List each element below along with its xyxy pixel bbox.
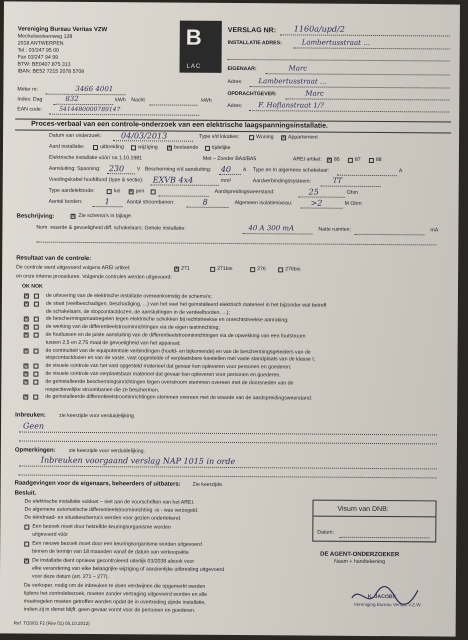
index-nacht-label: Nacht xyxy=(131,97,145,104)
visum-divider xyxy=(313,516,435,518)
opmerkingen-label: Opmerkingen: xyxy=(14,447,56,454)
inbreuken-hint: zie keerzijde voor verduidelijking. xyxy=(59,412,136,420)
checklist-item: de geïnstalleerde beschermingsinrichtingen tegen overstroom stemmen overeen met de doorsneden van de xyxy=(45,378,294,387)
besluit-lines xyxy=(4,1,460,4)
type-aard-other-line xyxy=(159,195,209,196)
besluit-ref: Ref. TD5/01 F2 (Rev 01) 05.10.2012) xyxy=(13,620,90,627)
nok-checkbox[interactable] xyxy=(34,333,39,338)
met-zonder-label: Met – Zonder BA4/BA5 xyxy=(202,155,257,163)
meter-nr-line xyxy=(45,94,125,96)
besluit-checkbox[interactable] xyxy=(24,542,29,547)
nok-checkbox[interactable] xyxy=(33,395,38,400)
a271-checkbox[interactable] xyxy=(174,267,179,272)
art86-label: 86 xyxy=(333,156,340,163)
inbreuken-value: Geen xyxy=(23,421,45,431)
nok-checkbox[interactable] xyxy=(33,379,38,384)
a276-label: 276 xyxy=(257,266,266,273)
aantal-borden-line xyxy=(93,206,123,207)
bescherming-unit: A xyxy=(242,167,247,174)
datum-label: Datum van onderzoek: xyxy=(49,132,102,140)
ok-checkbox[interactable] xyxy=(23,395,28,400)
a271-label: 271 xyxy=(181,265,190,272)
besluit-line: binnen de termijn van 18 maanden vanaf de datum van verkoopakte xyxy=(32,548,189,556)
controle-checklist xyxy=(4,1,460,4)
installatie-value: Lambertusstraat ... xyxy=(301,38,370,47)
index-nacht-line xyxy=(149,104,197,105)
besluit-line: De algemene automatische differentieelstroominrichting -is - was verzegeld. xyxy=(24,506,199,514)
checklist-item: respectievelijke stroombanen die ze beschermen. xyxy=(45,386,160,394)
raadgevingen-label: Raadgevingen voor de eigenaars, beheerders of uitbaters: xyxy=(14,480,181,488)
type-aansl-line xyxy=(337,175,397,176)
ok-nok-header: OK NOK xyxy=(21,283,43,290)
tijdelijke-checkbox[interactable] xyxy=(205,146,210,151)
spanning-line xyxy=(107,173,135,174)
logo-letters: B xyxy=(185,24,202,50)
eigenaar-label: EIGENAAR: xyxy=(227,65,257,73)
isolatie-value: >2 xyxy=(310,198,323,208)
meter-nr-value: 3466 4001 xyxy=(75,84,114,94)
ok-checkbox[interactable] xyxy=(24,325,29,330)
type-lokaties-label: Type v/d lokaties: xyxy=(199,133,240,141)
org-btw: BTW: BE0407.875.313 xyxy=(17,61,71,68)
checklist-item: de visuele controle van verplaatsbaar materieel dat gevaar kan opleveren voor personen en goederen. xyxy=(45,370,281,379)
eigenaar-line xyxy=(266,73,450,75)
checklist-item: de continuïteit van de equipotentiale verbindingen (hoofd- en bijkomende) en van de beschermingsgeleiders van de xyxy=(45,347,311,356)
inbreuken-line xyxy=(19,432,437,436)
meter-nr-label: Meter nr: xyxy=(17,86,39,93)
aardspreiding-unit: Ohm xyxy=(346,189,358,196)
pen-label: pen xyxy=(135,188,145,195)
checklist-item: stopcontactdozen en van de vaste, vast opgestelde of verplaatsbare toestellen met vaste standplaats van de klasse I; xyxy=(45,355,316,363)
verslag-line xyxy=(280,34,450,36)
wijziging-checkbox[interactable] xyxy=(131,145,136,150)
verslag-value: 1160a/upd/2 xyxy=(293,24,345,34)
agent-sub: Naam + handtekening xyxy=(334,558,386,566)
nok-checkbox[interactable] xyxy=(34,317,39,322)
checklist-item: de foutlussen en de juiste aansluiting van de differentieelstroominrichtingen via de opwekking van een foutstroom xyxy=(45,331,306,340)
nom-value: 40 A 300 mA xyxy=(248,224,295,233)
a271bis-checkbox[interactable] xyxy=(210,267,215,272)
art87-checkbox[interactable] xyxy=(348,158,353,163)
a271bis-label: 271bis xyxy=(217,265,233,273)
besluit-label: Besluit. xyxy=(14,490,37,497)
elek-label: Elektrische installatie vóór/ na 1.10.1981 xyxy=(48,154,143,162)
org-tel: Tel.: 03/247 95 00 xyxy=(17,47,59,54)
index-dag-label: Index: Dag xyxy=(17,96,43,103)
stamp-name: K. JACOBS xyxy=(367,593,397,601)
aantal-borden-label: Aantal borden: xyxy=(48,198,83,205)
besluit-line: elke verandering van elke belangrijke wijziging of aanzienlijke uitbreiding uitgevoerd xyxy=(32,565,225,573)
besluit-line: De installatie dient opnieuw gecontroleerd uiterlijk 03/2038 alsook voor xyxy=(32,557,195,565)
appartement-label: Appartement xyxy=(288,134,318,141)
opdrachtgever-line xyxy=(285,98,449,100)
aardverbinding-line xyxy=(321,186,381,187)
aard-label: Aard installatie: xyxy=(48,143,85,150)
inbreuken-line-2 xyxy=(19,441,437,445)
checklist-item: de beschermingsmaatregelen tegen elektrische schokken bij rechtstreekse en onrechtstreekse aanraking; xyxy=(45,316,289,324)
aantal-stroombanen-line xyxy=(187,207,229,208)
aardspreiding-value: 25 xyxy=(308,187,319,197)
ok-checkbox[interactable] xyxy=(24,348,29,353)
adres-value: Lambertusstraat ... xyxy=(258,77,327,86)
raadgevingen-hint: Zie keerzijde. xyxy=(192,481,224,488)
type-aansl-label: Type en In algemene schakelaar: xyxy=(252,167,330,174)
ean-line xyxy=(49,114,199,116)
ok-checkbox[interactable] xyxy=(23,364,28,369)
adres2-line xyxy=(249,110,449,112)
bescherming-value: 40 xyxy=(220,164,232,174)
spanning-value: 230 xyxy=(108,164,125,174)
org-fax: Fax 03/247 94 99 xyxy=(17,54,59,61)
nok-checkbox[interactable] xyxy=(34,325,39,330)
art88-label: 88 xyxy=(375,157,382,164)
voedingskabel-value: EXVB 4x4 xyxy=(152,175,194,185)
opmerkingen-line-2 xyxy=(19,475,437,479)
wijziging-label: wijziging xyxy=(137,144,158,151)
visum-datum-label: Datum: xyxy=(317,529,335,536)
a276-checkbox[interactable] xyxy=(250,267,255,272)
aardspreiding-label: Aardspreidingsweerstand: xyxy=(214,188,275,196)
bescherming-label: Bescherming v/d aansluiting: xyxy=(144,166,212,173)
checklist-item: de schakelaars, de stopcontactdozen, de aansluitingen in de verdeelborden, ...); xyxy=(45,308,230,316)
ok-checkbox[interactable] xyxy=(24,294,29,299)
installatie-line xyxy=(294,47,450,49)
appartement-checkbox[interactable] xyxy=(281,135,286,140)
index-dag-value: 832 xyxy=(65,94,79,103)
tijdelijke-label: tijdelijke xyxy=(211,144,231,151)
nok-checkbox[interactable] xyxy=(34,294,39,299)
beschrijving-extra-line xyxy=(36,242,436,246)
besluit-checkbox[interactable] xyxy=(24,559,29,564)
spanning-unit: V xyxy=(136,166,141,173)
org-address-2: 2018 ANTWERPEN xyxy=(17,40,64,47)
adres2-value: F. Hoflanstraat 1/? xyxy=(258,101,324,110)
art87-label: 87 xyxy=(354,156,361,163)
aansluiting-label: Aansluiting: Spanning: xyxy=(48,165,101,173)
nok-checkbox[interactable] xyxy=(34,348,39,353)
pen-checkbox[interactable] xyxy=(129,189,134,194)
art86-checkbox[interactable] xyxy=(327,158,332,163)
schemas-label: Zie schema's in bijlage. xyxy=(78,212,133,220)
installatie-label: INSTALLATIE ADRES: xyxy=(227,39,282,47)
bestaande-label: bestaande xyxy=(173,144,199,151)
installatie-line-2 xyxy=(228,59,450,62)
besluit-line: De ééndraad- en situatieschema's werden voor gezien ondertekend. xyxy=(24,514,182,522)
ean-value: 5414480000789147 xyxy=(59,105,121,114)
visum-box xyxy=(312,500,436,543)
besluit-line: maatregelen moeten getroffen worden opdat de in overtreding zijnde installatie, xyxy=(23,598,206,606)
adres-line xyxy=(249,86,449,88)
resultaat-line2: en onze interne procedures. Volgende controles werden uitgevoerd: xyxy=(16,273,172,281)
besluit-checkbox[interactable] xyxy=(24,525,29,530)
arei-label: AREI artikel: xyxy=(292,156,322,163)
ean-label: EAN code: xyxy=(17,106,43,113)
lus-label: lus xyxy=(113,188,121,195)
uitbreiding-checkbox[interactable] xyxy=(93,145,98,150)
besluit-line: tijdens het controlebezoek, moeten zonder vertraging uitgevoerd worden en alle xyxy=(23,590,208,598)
checklist-item: de uitvoering van de elektrische installatie overeenkomstig de schema's; xyxy=(45,292,212,300)
type-aard-label: Type aardelektrode: xyxy=(48,187,95,195)
a276bis-checkbox[interactable] xyxy=(278,267,283,272)
checklist-item: tussen 2,5 en 2,75 maal de gevoeligheid van het apparaat; xyxy=(45,339,181,347)
besluit-line: uitgevoerd vóór xyxy=(32,531,69,538)
checklist-item: de staat (veelbeschadigen, beschadiging, ...) van het veel het geïnstalleerd elektrisch materieel in het bijzonder wat betreft xyxy=(45,300,327,309)
art88-checkbox[interactable] xyxy=(369,158,374,163)
nok-checkbox[interactable] xyxy=(34,301,39,306)
belac-logo xyxy=(180,21,222,73)
inbreuken-label: Inbreuken: xyxy=(15,412,46,419)
aantal-borden-value: 1 xyxy=(104,197,110,207)
beschrijving-label: Beschrijving: xyxy=(16,213,55,220)
a276bis-label: 276bis xyxy=(285,266,301,273)
datum-value: 04/03/2013 xyxy=(121,131,168,141)
type-aansl-unit: A xyxy=(398,168,403,175)
besluit-line: indien zij in dienst blijft, geen gevaar vormt voor de personen en goederen. xyxy=(23,606,196,614)
aardverbinding-label: Aardverbindingssysteem: xyxy=(252,178,312,185)
natte-unit: mA xyxy=(430,227,439,234)
resultaat-line1: De controle werd uitgevoerd volgens AREI artikel: xyxy=(16,264,131,272)
isolatie-line xyxy=(301,207,343,208)
woning-label: Woning xyxy=(256,134,274,141)
ok-checkbox[interactable] xyxy=(23,379,28,384)
ok-checkbox[interactable] xyxy=(24,301,29,306)
agent-label: DE AGENT-ONDERZOEKER xyxy=(320,551,400,559)
nom-line xyxy=(242,233,312,234)
resultaat-heading: Resultaat van de controle: xyxy=(16,255,92,263)
ok-checkbox[interactable] xyxy=(23,372,28,377)
opmerkingen-line xyxy=(19,466,437,470)
bescherming-line xyxy=(219,174,241,175)
isolatie-unit: M Ohm xyxy=(344,200,362,207)
eigenaar-value: Marc xyxy=(288,64,308,73)
isolatie-label: Algemeen isolatieniveau: xyxy=(234,200,293,207)
verslag-label: VERSLAG NR: xyxy=(227,26,277,35)
bestaande-checkbox[interactable] xyxy=(167,146,172,151)
checklist-item: de werking van de differentieelstroominrichtingen via de eigen testinrichting; xyxy=(45,323,220,332)
besluit-line: Een nieuwe bezoek moet door een keuringsorganisme worden uitgevoerd xyxy=(32,540,202,548)
opdrachtgever-label: OPDRACHTGEVER: xyxy=(227,90,277,98)
nom-label: Nom. waarde & gevoeligheid diff. schakelaars: Gehele installatie: xyxy=(36,224,186,232)
ok-checkbox[interactable] xyxy=(24,317,29,322)
org-address-1: Mechelsesteenweg 128 xyxy=(17,33,73,40)
aantal-stroombanen-value: 8 xyxy=(202,197,208,207)
nok-checkbox[interactable] xyxy=(33,364,38,369)
aardverbinding-value: TT xyxy=(332,176,343,185)
document-title: Proces-verbaal van een controle-onderzoek van een elektrische laagspanningsinstallatie. xyxy=(31,120,329,130)
schemas-checkbox[interactable] xyxy=(70,214,75,219)
agent-stamp xyxy=(350,584,420,610)
ok-checkbox[interactable] xyxy=(24,333,29,338)
besluit-line: De verkoper, nodig om de inbreuken te doen verdwijnen die opgemerkt werden xyxy=(23,582,206,590)
natte-label: Natte ruimten: xyxy=(318,226,352,233)
uitbreiding-label: uitbreiding xyxy=(99,144,124,151)
type-aard-other-checkbox[interactable] xyxy=(151,189,156,194)
checklist-item: de geïnstalleerde differentieelstroominrichtingen stemmen overeen met de waarde van de aardspreidingsweerstand. xyxy=(45,394,313,402)
visum-label: Visum van DNB: xyxy=(337,505,389,514)
index-kwh-unit: kWh xyxy=(115,97,126,104)
logo-subtext: LAC xyxy=(186,63,202,70)
aardspreiding-line xyxy=(299,196,345,197)
natte-line xyxy=(354,234,424,235)
index-nacht-unit: kWh xyxy=(201,97,212,104)
aantal-stroombanen-label: Aantal stroombanen: xyxy=(126,199,175,206)
besluit-line: voor deze datum (art. 271 – 277). xyxy=(31,573,110,581)
voedingskabel-label: Voedingskabel hoofdbord (type & sectie): xyxy=(48,176,144,184)
opdrachtgever-value: Marc xyxy=(305,89,325,98)
adres2-label: Adres: xyxy=(227,102,243,110)
checklist-item: de visuele controle van het vast opgesteld materieel dat gevaar kan opleveren voor personen en goederen; xyxy=(45,362,292,371)
woning-checkbox[interactable] xyxy=(249,135,254,140)
document-page xyxy=(0,1,460,636)
opmerkingen-hint: zie keerzijde voor verduidelijking. xyxy=(68,447,146,455)
adres-label: Adres: xyxy=(227,78,243,86)
nok-checkbox[interactable] xyxy=(33,372,38,377)
voedingskabel-unit: mm² xyxy=(220,177,232,184)
opmerkingen-value: Inbreuken voorgaand verslag NAP 1015 in orde xyxy=(40,455,236,467)
visum-datum-line xyxy=(339,537,429,539)
stamp-org: Vereniging Bureau Veritas V.Z.W. xyxy=(353,601,422,608)
org-iban: IBAN: BE52 7215 2078 5709 xyxy=(17,68,85,75)
org-name: Vereniging Bureau Veritas VZW xyxy=(17,26,108,34)
lus-checkbox[interactable] xyxy=(107,189,112,194)
besluit-line: De elektrische installatie voldoet – niet aan de voorschriften van het AREI. xyxy=(24,498,195,506)
besluit-line: Een bezoek moet door hetzelfde keuringsorganisme worden xyxy=(32,523,171,531)
